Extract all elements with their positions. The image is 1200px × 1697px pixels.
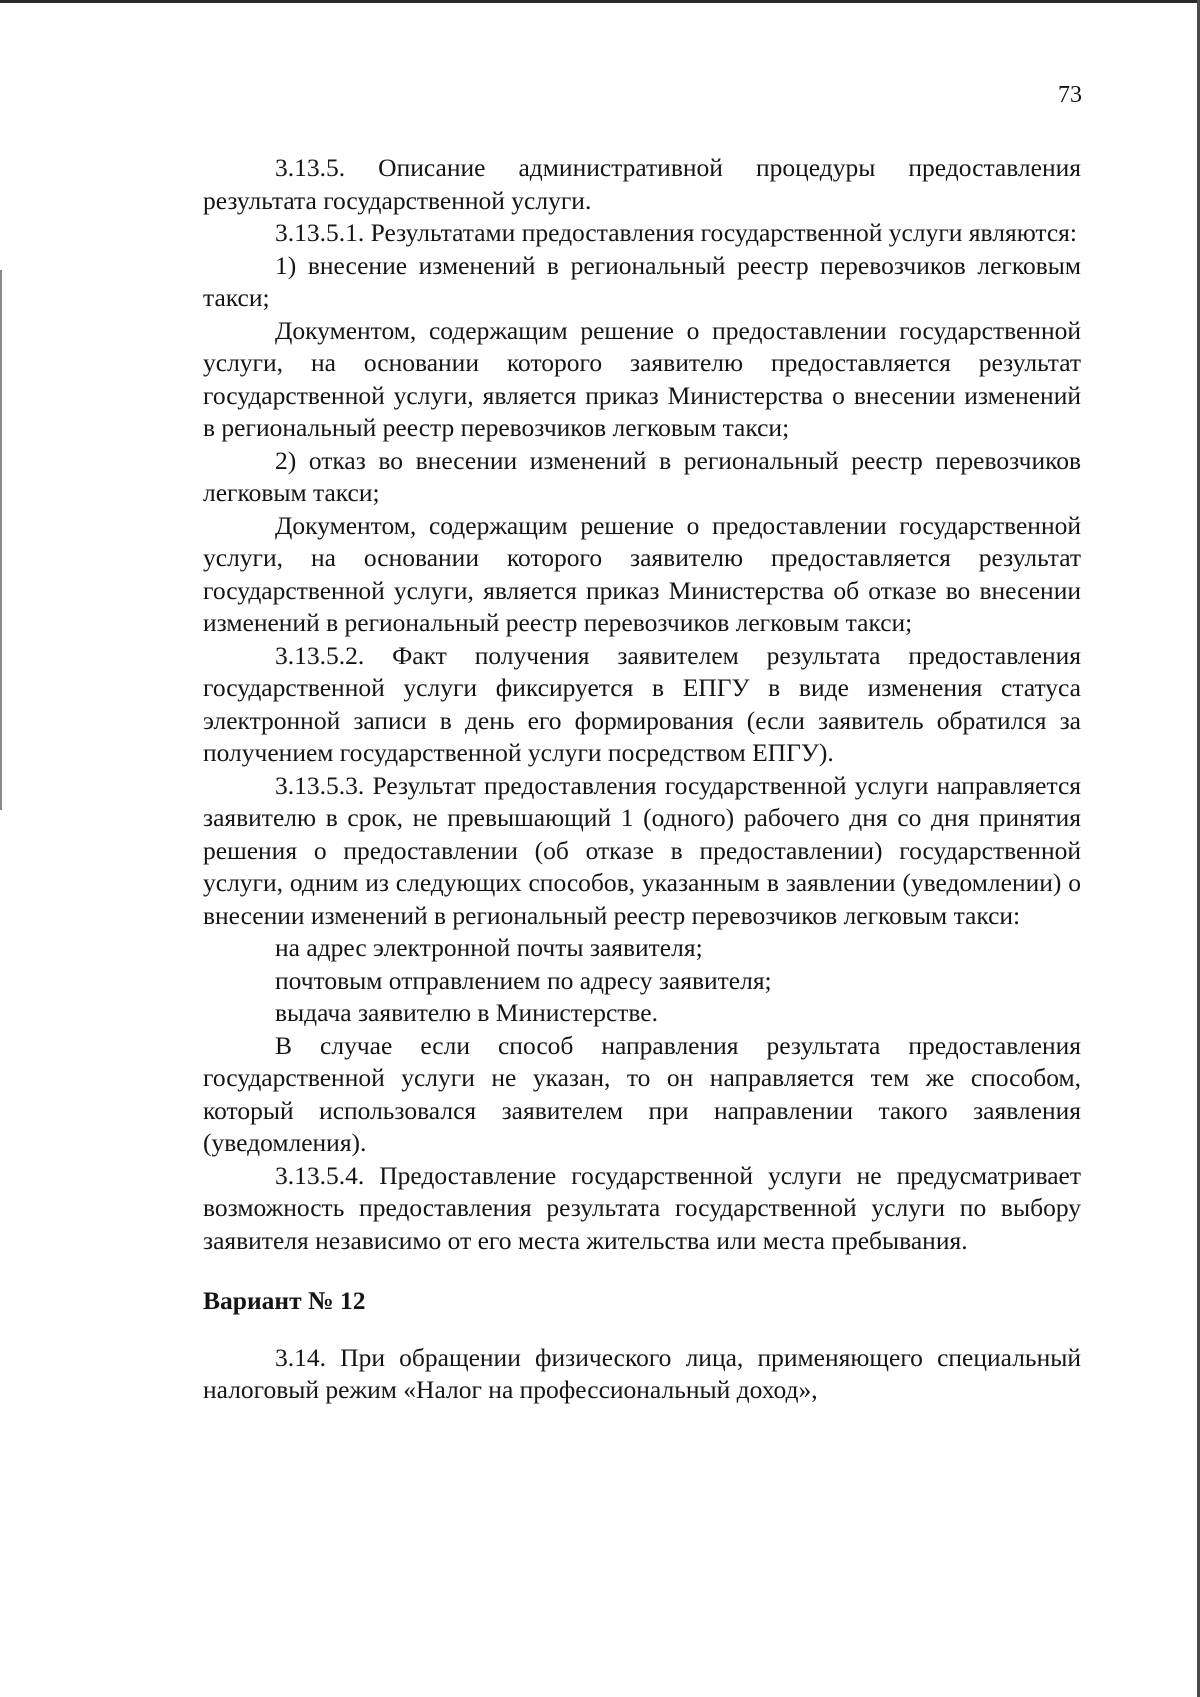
paragraph-document-decision-2: Документом, содержащим решение о предоставлении государственной услуги, на основании которого заявителю предоставляется результат государственной услуги, является приказ Министерства об отказе во внесении изменений в региональный реестр перевозчиков легковым такси; bbox=[203, 510, 1081, 637]
scan-edge-top bbox=[0, 0, 1200, 3]
delivery-method-post: почтовым отправлением по адресу заявителя; bbox=[275, 965, 772, 995]
scan-edge-left bbox=[0, 270, 2, 810]
paragraph-default-delivery: В случае если способ направления результата предоставления государственной услуги не указан, то он направляется тем же способом, который использовался заявителем при направлении такого заявления (уведомления). bbox=[203, 1030, 1081, 1157]
delivery-method-email: на адрес электронной почты заявителя; bbox=[275, 933, 703, 962]
delivery-method-ministry: выдача заявителю в Министерстве. bbox=[275, 998, 658, 1027]
paragraph-result-2: 2) отказ во внесении изменений в региональный реестр перевозчиков легковым такси; bbox=[203, 445, 1081, 507]
paragraph-3-13-5-3: 3.13.5.3. Результат предоставления государственной услуги направляется заявителю в срок, не превышающий 1 (одного) рабочего дня со дня принятия решения о предоставлении (об отказе в предоставлении) государственной услуги, одним из следующих способов, указанным в заявлении (уведомлении) о внесении изменений в региональный реестр перевозчиков легковым такси: bbox=[203, 770, 1081, 930]
page-number: 73 bbox=[1058, 82, 1082, 108]
paragraph-3-14: 3.14. При обращении физического лица, применяющего специальный налоговый режим «Налог на профессиональный доход», bbox=[203, 1342, 1081, 1404]
paragraph-result-1: 1) внесение изменений в региональный реестр перевозчиков легковым такси; bbox=[203, 250, 1081, 312]
paragraph-3-13-5: 3.13.5. Описание административной процедуры предоставления результата государственной услуги. bbox=[203, 153, 1081, 215]
document-body bbox=[203, 152, 1081, 1407]
paragraph-document-decision-1: Документом, содержащим решение о предоставлении государственной услуги, на основании которого заявителю предоставляется результат государственной услуги, является приказ Министерства о внесении изменений в региональный реестр перевозчиков легковым такси; bbox=[203, 315, 1081, 442]
paragraph-3-13-5-1: 3.13.5.1. Результатами предоставления государственной услуги являются: bbox=[275, 218, 1077, 247]
paragraph-3-13-5-2: 3.13.5.2. Факт получения заявителем результата предоставления государственной услуги фиксируется в ЕПГУ в виде изменения статуса электронной записи в день его формирования (если заявитель обратился за получением государственной услуги посредством ЕПГУ). bbox=[203, 640, 1081, 767]
paragraph-3-13-5-4: 3.13.5.4. Предоставление государственной услуги не предусматривает возможность предоставления результата государственной услуги по выбору заявителя независимо от его места жительства или места пребывания. bbox=[203, 1160, 1081, 1255]
section-heading-variant-12: Вариант № 12 bbox=[203, 1286, 366, 1315]
